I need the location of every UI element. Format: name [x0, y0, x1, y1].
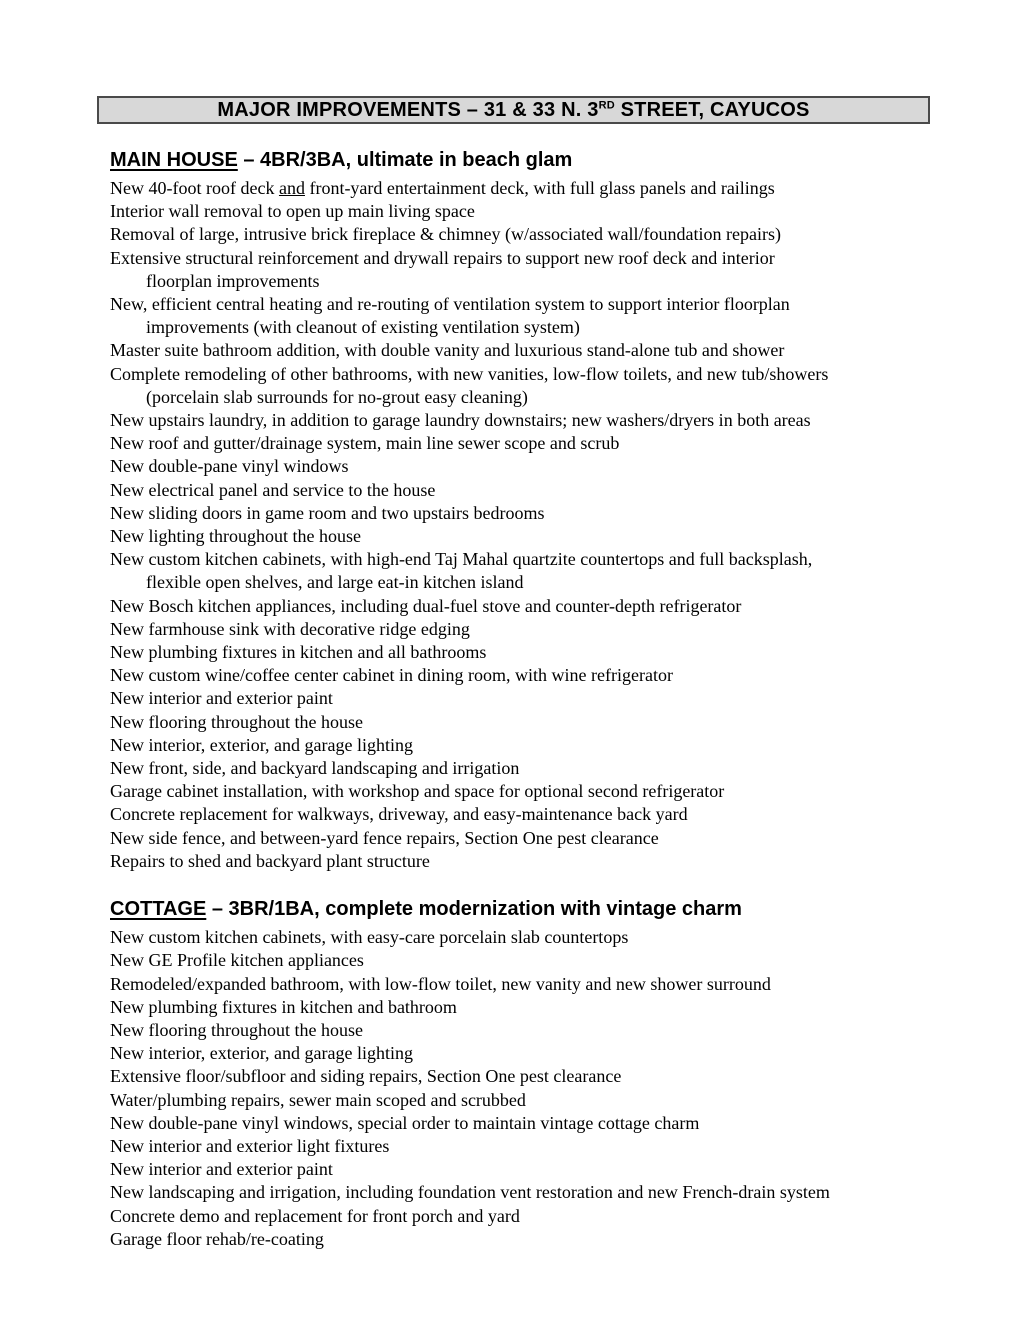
title-ordinal-superscript: RD [598, 98, 615, 111]
section-heading-descriptor: – 3BR/1BA, complete modernization with vintage charm [206, 898, 742, 921]
item-line: New custom kitchen cabinets, with high-end Taj Mahal quartzite countertops and full backsplash, [110, 549, 813, 570]
item-line: Garage cabinet installation, with workshop and space for optional second refrigerator [110, 781, 725, 802]
improvement-item [110, 363, 922, 409]
improvement-item [110, 926, 922, 949]
improvement-item [110, 409, 922, 432]
improvement-item [110, 664, 922, 687]
item-line-continuation: improvements (with cleanout of existing ventilation system) [146, 317, 580, 338]
improvement-item [110, 339, 922, 362]
item-line: New double-pane vinyl windows, special order to maintain vintage cottage charm [110, 1112, 700, 1133]
item-line: New custom wine/coffee center cabinet in dining room, with wine refrigerator [110, 665, 673, 686]
item-line: Repairs to shed and backyard plant structure [110, 850, 430, 871]
section-heading-main-house [110, 124, 922, 172]
improvement-item [110, 780, 922, 803]
improvement-item [110, 757, 922, 780]
section-heading-descriptor: – 4BR/3BA, ultimate in beach glam [237, 149, 573, 171]
improvement-list [110, 177, 922, 873]
item-line-continuation: flexible open shelves, and large eat-in kitchen island [146, 572, 524, 593]
item-line: New flooring throughout the house [110, 1019, 363, 1040]
improvement-item [110, 479, 922, 502]
item-line: New farmhouse sink with decorative ridge edging [110, 618, 470, 639]
item-line: New GE Profile kitchen appliances [110, 950, 364, 971]
item-line: New sliding doors in game room and two upstairs bedrooms [110, 502, 545, 523]
improvement-item [110, 177, 922, 200]
item-line: New electrical panel and service to the house [110, 479, 436, 500]
improvement-item [110, 734, 922, 757]
item-line-continuation: (porcelain slab surrounds for no-grout easy cleaning) [146, 386, 528, 407]
item-line: New plumbing fixtures in kitchen and bathroom [110, 996, 457, 1017]
improvement-item [110, 502, 922, 525]
improvement-item [110, 949, 922, 972]
improvement-item [110, 1065, 922, 1088]
improvement-item [110, 548, 922, 594]
improvement-item [110, 1019, 922, 1042]
item-line: New front, side, and backyard landscaping and irrigation [110, 758, 520, 779]
section-heading-cottage [110, 873, 922, 921]
item-line: Removal of large, intrusive brick fireplace & chimney (w/associated wall/foundation repairs) [110, 224, 781, 245]
item-line: Extensive structural reinforcement and drywall repairs to support new roof deck and interior [110, 247, 775, 268]
improvement-item [110, 1089, 922, 1112]
improvement-item [110, 827, 922, 850]
item-line: Concrete demo and replacement for front porch and yard [110, 1205, 520, 1226]
document-title: MAJOR IMPROVEMENTS – 31 & 33 N. 3RD STREET, CAYUCOS [217, 98, 810, 121]
item-line: New interior and exterior paint [110, 688, 333, 709]
item-line: Remodeled/expanded bathroom, with low-flow toilet, new vanity and new shower surround [110, 973, 771, 994]
item-line: New interior, exterior, and garage lighting [110, 734, 413, 755]
item-line: New roof and gutter/drainage system, main line sewer scope and scrub [110, 433, 620, 454]
improvement-item [110, 200, 922, 223]
improvement-item [110, 850, 922, 873]
item-line: New lighting throughout the house [110, 526, 361, 547]
document-title-box [97, 96, 930, 124]
item-line: New, efficient central heating and re-routing of ventilation system to support interior floorplan [110, 294, 790, 315]
improvement-item [110, 1228, 922, 1251]
improvement-item [110, 223, 922, 246]
improvement-item [110, 973, 922, 996]
improvement-item [110, 641, 922, 664]
improvement-item [110, 1205, 922, 1228]
item-line: New custom kitchen cabinets, with easy-care porcelain slab countertops [110, 927, 629, 948]
improvement-item [110, 803, 922, 826]
item-line: Complete remodeling of other bathrooms, with new vanities, low-flow toilets, and new tub/showers [110, 363, 829, 384]
item-line: New interior, exterior, and garage lighting [110, 1043, 413, 1064]
section-heading-name: MAIN HOUSE [110, 149, 238, 171]
item-line: New interior and exterior paint [110, 1159, 333, 1180]
improvement-item [110, 1181, 922, 1204]
item-line: New double-pane vinyl windows [110, 456, 349, 477]
improvement-item [110, 455, 922, 478]
item-line: New interior and exterior light fixtures [110, 1135, 390, 1156]
item-line: Water/plumbing repairs, sewer main scoped and scrubbed [110, 1089, 526, 1110]
item-line: New plumbing fixtures in kitchen and all bathrooms [110, 642, 487, 663]
item-line: Concrete replacement for walkways, driveway, and easy-maintenance back yard [110, 804, 688, 825]
improvement-item [110, 618, 922, 641]
item-line: New upstairs laundry, in addition to garage laundry downstairs; new washers/dryers in both areas [110, 410, 811, 431]
improvement-item [110, 595, 922, 618]
improvement-item [110, 247, 922, 293]
improvement-item [110, 1042, 922, 1065]
item-line: Interior wall removal to open up main living space [110, 201, 475, 222]
improvement-item [110, 432, 922, 455]
item-line: Garage floor rehab/re-coating [110, 1228, 324, 1249]
item-line: New flooring throughout the house [110, 711, 363, 732]
item-line: Extensive floor/subfloor and siding repairs, Section One pest clearance [110, 1066, 622, 1087]
improvement-item [110, 1135, 922, 1158]
item-line: New 40-foot roof deck and front-yard entertainment deck, with full glass panels and railings [110, 178, 775, 198]
improvement-list [110, 926, 922, 1251]
improvement-item [110, 293, 922, 339]
improvement-item [110, 525, 922, 548]
improvement-item [110, 711, 922, 734]
item-line: New Bosch kitchen appliances, including dual-fuel stove and counter-depth refrigerator [110, 595, 742, 616]
improvement-item [110, 1112, 922, 1135]
item-line: Master suite bathroom addition, with double vanity and luxurious stand-alone tub and shower [110, 340, 785, 361]
item-line: New side fence, and between-yard fence repairs, Section One pest clearance [110, 827, 659, 848]
improvement-item [110, 996, 922, 1019]
improvement-item [110, 1158, 922, 1181]
section-heading-name: COTTAGE [110, 898, 207, 921]
document-content [110, 124, 922, 1251]
item-line: New landscaping and irrigation, including foundation vent restoration and new French-drain system [110, 1182, 830, 1203]
improvement-item [110, 687, 922, 710]
item-line-continuation: floorplan improvements [146, 270, 320, 291]
